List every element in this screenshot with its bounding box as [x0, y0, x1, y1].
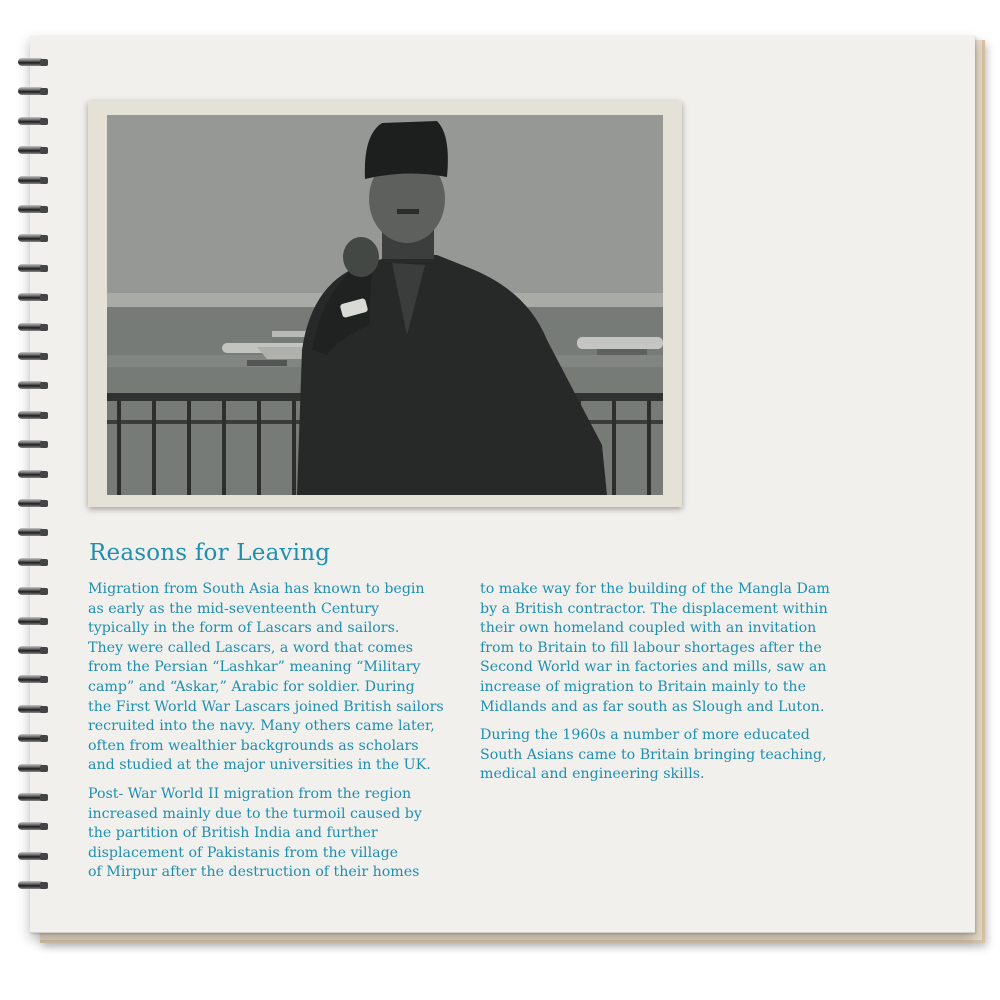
left-text-column: [88, 580, 473, 892]
ring-hole: [40, 412, 48, 419]
spiral-ring: [18, 87, 48, 97]
ring-hole: [40, 59, 48, 66]
ring-hole: [40, 235, 48, 242]
paragraph-mangla-dam: to make way for the building of the Mangla Dam by a British contractor. The displacement within their own homeland coupled with an invitation from to Britain to fill labour shortages after the Second World war in factories and mills, saw an increase of migration to Britain mainly to the Midlands and as far south as Slough and Luton.: [480, 581, 830, 715]
spiral-ring: [18, 381, 48, 391]
spiral-ring: [18, 499, 48, 509]
ring-hole: [40, 88, 48, 95]
right-text-column: [480, 580, 865, 794]
spiral-ring: [18, 146, 48, 156]
ring-hole: [40, 706, 48, 713]
ring-hole: [40, 823, 48, 830]
ring-hole: [40, 618, 48, 625]
ring-hole: [40, 441, 48, 448]
ring-hole: [40, 559, 48, 566]
spiral-ring: [18, 528, 48, 538]
ring-hole: [40, 147, 48, 154]
spiral-ring: [18, 234, 48, 244]
photo-illustration: [107, 115, 663, 495]
spiral-ring: [18, 264, 48, 274]
paragraph-1960s: During the 1960s a number of more educated South Asians came to Britain bringing teaching, medical and engineering skills.: [480, 727, 827, 783]
ring-hole: [40, 794, 48, 801]
spiral-ring: [18, 205, 48, 215]
ring-hole: [40, 529, 48, 536]
ring-hole: [40, 765, 48, 772]
ring-hole: [40, 500, 48, 507]
spiral-ring: [18, 793, 48, 803]
spiral-ring: [18, 117, 48, 127]
ring-hole: [40, 382, 48, 389]
ring-hole: [40, 265, 48, 272]
ring-hole: [40, 882, 48, 889]
spiral-ring: [18, 176, 48, 186]
paragraph-lascars: Migration from South Asia has known to begin as early as the mid-seventeenth Century typically in the form of Lascars and sailors. They were called Lascars, a word that comes from the Persian “Lashkar” meaning “Military camp” and “Askar,” Arabic for soldier. During the First World War Lascars joined British sailors recruited into the navy. Many others came later, often from wealthier backgrounds as scholars and studied at the major universities in the UK.: [88, 581, 444, 774]
ring-hole: [40, 324, 48, 331]
spiral-ring: [18, 675, 48, 685]
spiral-ring: [18, 440, 48, 450]
spiral-ring: [18, 705, 48, 715]
spiral-ring: [18, 822, 48, 832]
spiral-ring: [18, 558, 48, 568]
ring-hole: [40, 177, 48, 184]
ring-hole: [40, 735, 48, 742]
ring-hole: [40, 353, 48, 360]
spiral-ring: [18, 734, 48, 744]
spiral-ring: [18, 587, 48, 597]
spiral-ring: [18, 352, 48, 362]
paragraph-post-war: Post- War World II migration from the region increased mainly due to the turmoil caused by the partition of British India and further displacement of Pakistanis from the village of Mirpur after the destruction of their homes: [88, 785, 422, 881]
spiral-ring: [18, 617, 48, 627]
spiral-ring: [18, 293, 48, 303]
ring-hole: [40, 588, 48, 595]
spiral-ring: [18, 411, 48, 421]
ring-hole: [40, 294, 48, 301]
spiral-ring: [18, 58, 48, 68]
article-heading: Reasons for Leaving: [89, 540, 331, 566]
spiral-ring: [18, 646, 48, 656]
ring-hole: [40, 853, 48, 860]
ring-hole: [40, 118, 48, 125]
photo-image: [107, 115, 663, 495]
spiral-ring: [18, 764, 48, 774]
spiral-ring: [18, 852, 48, 862]
spiral-ring: [18, 470, 48, 480]
photograph: [88, 101, 682, 507]
spiral-ring: [18, 881, 48, 891]
ring-hole: [40, 206, 48, 213]
spiral-binding: [18, 58, 54, 918]
ring-hole: [40, 647, 48, 654]
ring-hole: [40, 676, 48, 683]
spiral-ring: [18, 323, 48, 333]
ring-hole: [40, 471, 48, 478]
